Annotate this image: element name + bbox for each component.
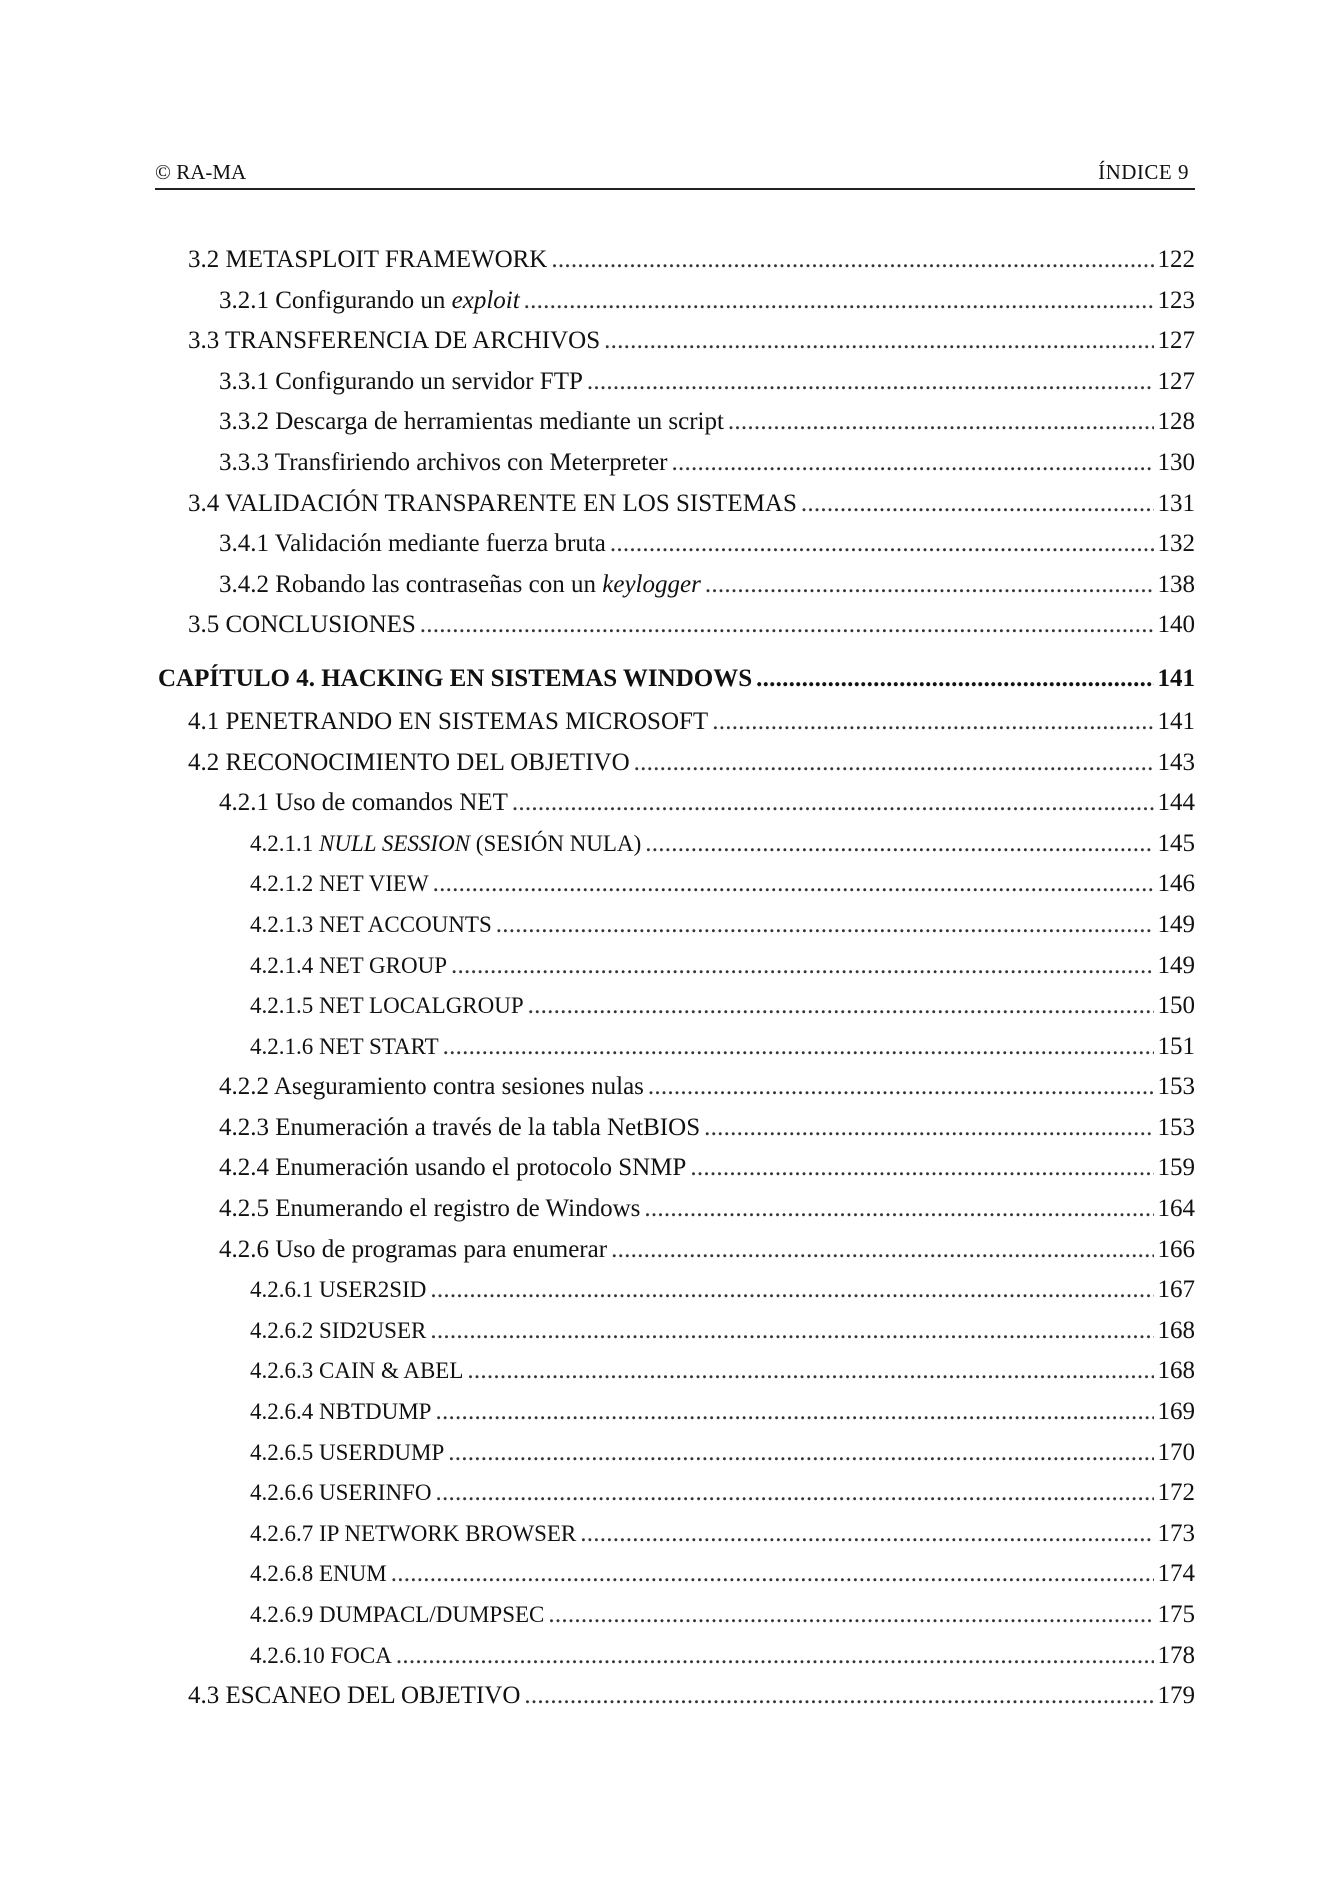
toc-entry <box>155 443 1195 484</box>
dot-leader <box>712 702 1153 743</box>
dot-leader <box>648 1067 1154 1108</box>
toc-entry-title <box>188 484 797 525</box>
toc-entry-text: 4.3 ESCANEO DEL OBJETIVO <box>188 1682 521 1710</box>
toc-page-number: 127 <box>1157 327 1195 355</box>
dot-leader <box>396 1636 1154 1677</box>
dot-leader <box>551 240 1153 281</box>
toc-entry <box>155 1595 1195 1636</box>
dot-leader <box>435 1392 1153 1433</box>
toc-entry <box>155 1108 1195 1149</box>
toc-entry <box>155 1148 1195 1189</box>
toc-entry-text: 3.3.1 Configurando un servidor FTP <box>219 367 583 395</box>
toc-entry-text: 4.2.6.9 DUMPACL/DUMPSEC <box>250 1602 545 1627</box>
toc-entry-text: 4.2.1.2 NET VIEW <box>250 871 429 897</box>
toc-entry <box>155 1230 1195 1271</box>
toc-entry <box>155 743 1195 784</box>
toc-entry-title <box>250 1514 576 1555</box>
toc-entry-text: 4.2.5 Enumerando el registro de Windows <box>219 1195 641 1223</box>
toc-chapter-entry <box>155 656 1195 702</box>
toc-entry-text: 4.2.3 Enumeración a través de la tabla NetBIOS <box>219 1113 701 1141</box>
dot-leader <box>580 1514 1153 1555</box>
toc-entry-italic-text: exploit <box>451 286 520 314</box>
toc-entry <box>155 702 1195 743</box>
toc-page-number: 166 <box>1157 1235 1195 1263</box>
toc-entry-text: 4.2.6.6 USERINFO <box>250 1480 432 1506</box>
toc-page-number: 179 <box>1157 1682 1195 1710</box>
toc-entry-title <box>250 1027 439 1068</box>
dot-leader <box>728 402 1154 443</box>
toc-entry <box>155 240 1195 281</box>
toc-page-number: 141 <box>1157 664 1195 692</box>
toc-page-number: 130 <box>1157 448 1195 476</box>
toc-entry-title <box>188 321 600 362</box>
toc-page-number: 168 <box>1157 1316 1195 1344</box>
toc-entry <box>155 321 1195 362</box>
toc-entry-title <box>219 1108 700 1149</box>
dot-leader <box>496 905 1154 946</box>
toc-entry-text: 3.4 VALIDACIÓN TRANSPARENTE EN LOS SISTEMAS <box>188 489 797 517</box>
toc-entry-text: CAPÍTULO 4. HACKING EN SISTEMAS WINDOWS <box>158 664 753 692</box>
toc-entry <box>155 824 1195 865</box>
toc-entry-title <box>158 656 752 702</box>
toc-entry-text: 4.2.6.2 SID2USER <box>250 1317 427 1343</box>
toc-entry-text: 3.4.1 Validación mediante fuerza bruta <box>219 530 606 558</box>
dot-leader <box>524 1676 1153 1717</box>
toc-entry-title <box>219 402 724 443</box>
toc-entry-title <box>219 281 520 322</box>
toc-page-number: 164 <box>1157 1195 1195 1223</box>
toc-entry-text: 4.2.1.4 NET GROUP <box>250 952 448 978</box>
dot-leader <box>672 443 1154 484</box>
toc-entry-text: 3.3.2 Descarga de herramientas mediante un script <box>219 408 724 436</box>
dot-leader <box>644 1189 1153 1230</box>
toc-page-number: 128 <box>1157 408 1195 436</box>
toc-entry-italic-text: NULL SESSION <box>319 830 471 856</box>
toc-entry-title <box>219 565 701 606</box>
toc-entry-title <box>188 702 708 743</box>
toc-entry <box>155 1636 1195 1677</box>
dot-leader <box>587 362 1154 403</box>
toc-entry-title <box>250 986 524 1027</box>
toc-entry <box>155 905 1195 946</box>
toc-entry-text: 4.2.1.1 <box>250 830 319 856</box>
dot-leader <box>756 656 1153 702</box>
toc-entry <box>155 1514 1195 1555</box>
toc-entry <box>155 1676 1195 1717</box>
toc-entry-text: 4.1 PENETRANDO EN SISTEMAS MICROSOFT <box>188 707 709 735</box>
toc-page-number: 174 <box>1157 1560 1195 1588</box>
toc-page-number: 153 <box>1157 1073 1195 1101</box>
toc-entry-title <box>250 1392 431 1433</box>
toc-entry-text-suffix: (SESIÓN NULA) <box>470 830 642 856</box>
toc-entry-title <box>250 1595 544 1636</box>
toc-entry <box>155 524 1195 565</box>
toc-page-number: 138 <box>1157 570 1195 598</box>
toc-entry-text: 4.2.6.10 FOCA <box>250 1642 392 1668</box>
toc-entry-text: 4.2.1.3 NET ACCOUNTS <box>250 911 492 937</box>
dot-leader <box>690 1148 1153 1189</box>
toc-page-number: 144 <box>1157 789 1195 817</box>
dot-leader <box>430 1270 1153 1311</box>
toc-page-number: 168 <box>1157 1357 1195 1385</box>
dot-leader <box>704 1108 1153 1149</box>
toc-entry-title <box>250 1270 426 1311</box>
toc-entry <box>155 1189 1195 1230</box>
toc-page-number: 123 <box>1157 286 1195 314</box>
toc-entry-text: 4.2.6.1 USER2SID <box>250 1277 427 1303</box>
toc-entry-title <box>250 946 447 987</box>
toc-entry-title <box>250 1311 426 1352</box>
toc-entry-text: 4.2.2 Aseguramiento contra sesiones nulas <box>219 1073 644 1101</box>
toc-entry-title <box>219 443 668 484</box>
toc-entry-title <box>219 524 606 565</box>
toc-entry <box>155 484 1195 525</box>
toc-entry-text: 4.2.1.6 NET START <box>250 1033 439 1059</box>
toc-entry-title <box>250 1554 387 1595</box>
toc-entry <box>155 565 1195 606</box>
dot-leader <box>610 524 1154 565</box>
toc-entry <box>155 1473 1195 1514</box>
dot-leader <box>512 783 1154 824</box>
toc-entry-title <box>219 362 583 403</box>
toc-entry-text: 4.2.6 Uso de programas para enumerar <box>219 1235 608 1263</box>
toc-entry <box>155 1433 1195 1474</box>
toc-entry <box>155 402 1195 443</box>
toc-entry-text: 4.2.6.7 IP NETWORK BROWSER <box>250 1520 577 1546</box>
dot-leader <box>634 743 1154 784</box>
toc-entry <box>155 1392 1195 1433</box>
dot-leader <box>443 1027 1154 1068</box>
dot-leader <box>420 605 1154 646</box>
toc-entry-text: 3.3.3 Transfiriendo archivos con Meterpreter <box>219 448 668 476</box>
toc-page-number: 178 <box>1157 1641 1195 1669</box>
toc-page-number: 143 <box>1157 748 1195 776</box>
toc-page-number: 145 <box>1157 829 1195 857</box>
toc-entry <box>155 1351 1195 1392</box>
toc-page-number: 149 <box>1157 951 1195 979</box>
toc-page-number: 140 <box>1157 611 1195 639</box>
dot-leader <box>604 321 1153 362</box>
toc-entry <box>155 1270 1195 1311</box>
toc-entry-italic-text: keylogger <box>602 570 701 598</box>
toc-entry <box>155 362 1195 403</box>
toc-entry-title <box>250 824 641 865</box>
toc-page-number: 159 <box>1157 1154 1195 1182</box>
toc-entry-text: 4.2.4 Enumeración usando el protocolo SNMP <box>219 1154 687 1182</box>
toc-entry-title <box>219 1230 607 1271</box>
table-of-contents <box>155 240 1195 1717</box>
toc-entry-title <box>219 1067 644 1108</box>
toc-entry-title <box>188 240 547 281</box>
toc-entry-title <box>219 783 508 824</box>
toc-entry-title <box>188 743 630 784</box>
toc-page-number: 170 <box>1157 1438 1195 1466</box>
toc-entry <box>155 281 1195 322</box>
toc-page-number: 167 <box>1157 1276 1195 1304</box>
toc-page-number: 122 <box>1157 246 1195 273</box>
toc-entry-title <box>250 1473 431 1514</box>
toc-entry <box>155 986 1195 1027</box>
page-header <box>155 160 1195 190</box>
dot-leader <box>467 1351 1153 1392</box>
toc-entry-text: 4.2.1 Uso de comandos NET <box>219 789 508 817</box>
dot-leader <box>645 824 1153 865</box>
dot-leader <box>528 986 1154 1027</box>
toc-entry-title <box>219 1189 640 1230</box>
toc-entry-text: 4.2 RECONOCIMIENTO DEL OBJETIVO <box>188 748 630 776</box>
toc-page-number: 150 <box>1157 992 1195 1020</box>
toc-page-number: 131 <box>1157 489 1195 517</box>
toc-entry-text: 4.2.6.5 USERDUMP <box>250 1439 445 1465</box>
toc-entry-text: 4.2.6.3 CAIN & ABEL <box>250 1358 464 1384</box>
toc-entry <box>155 946 1195 987</box>
dot-leader <box>433 864 1154 905</box>
dot-leader <box>705 565 1154 606</box>
dot-leader <box>548 1595 1153 1636</box>
toc-entry <box>155 864 1195 905</box>
toc-entry-text: 4.2.6.4 NBTDUMP <box>250 1399 432 1425</box>
dot-leader <box>801 484 1154 525</box>
toc-entry-title <box>250 1433 444 1474</box>
toc-entry <box>155 605 1195 646</box>
toc-page-number: 149 <box>1157 910 1195 938</box>
toc-entry-text: 3.3 TRANSFERENCIA DE ARCHIVOS <box>188 327 601 355</box>
dot-leader <box>430 1311 1153 1352</box>
toc-entry <box>155 1027 1195 1068</box>
toc-entry-text: 3.2.1 Configurando un <box>219 286 452 314</box>
toc-page-number: 141 <box>1157 707 1195 735</box>
dot-leader <box>451 946 1153 987</box>
toc-page-number: 151 <box>1157 1032 1195 1060</box>
dot-leader <box>448 1433 1153 1474</box>
toc-page-number: 175 <box>1157 1601 1195 1628</box>
toc-entry <box>155 783 1195 824</box>
toc-entry <box>155 1067 1195 1108</box>
toc-entry-title <box>250 864 429 905</box>
toc-entry <box>155 1554 1195 1595</box>
dot-leader <box>524 281 1154 322</box>
toc-entry-title <box>250 1636 392 1677</box>
dot-leader <box>391 1554 1154 1595</box>
toc-page-number: 173 <box>1157 1519 1195 1547</box>
toc-entry-title <box>188 1676 520 1717</box>
section-page-label: ÍNDICE 9 <box>1098 160 1189 184</box>
toc-page-number: 169 <box>1157 1398 1195 1426</box>
toc-entry-text: 3.2 METASPLOIT FRAMEWORK <box>188 246 548 273</box>
toc-entry-text: 3.5 CONCLUSIONES <box>188 611 416 639</box>
toc-entry <box>155 1311 1195 1352</box>
toc-entry-text: 4.2.1.5 NET LOCALGROUP <box>250 993 524 1019</box>
toc-entry-title <box>219 1148 686 1189</box>
dot-leader <box>435 1473 1153 1514</box>
toc-entry-title <box>250 1351 463 1392</box>
toc-entry-text: 4.2.6.8 ENUM <box>250 1561 387 1587</box>
toc-entry-title <box>188 605 416 646</box>
dot-leader <box>611 1230 1153 1271</box>
toc-page-number: 132 <box>1157 530 1195 558</box>
toc-entry-text: 3.4.2 Robando las contraseñas con un <box>219 570 603 598</box>
toc-entry-title <box>250 905 492 946</box>
toc-page-number: 153 <box>1157 1113 1195 1141</box>
toc-page-number: 146 <box>1157 870 1195 898</box>
publisher-label: © RA-MA <box>155 160 247 184</box>
toc-page-number: 127 <box>1157 367 1195 395</box>
toc-page-number: 172 <box>1157 1479 1195 1507</box>
